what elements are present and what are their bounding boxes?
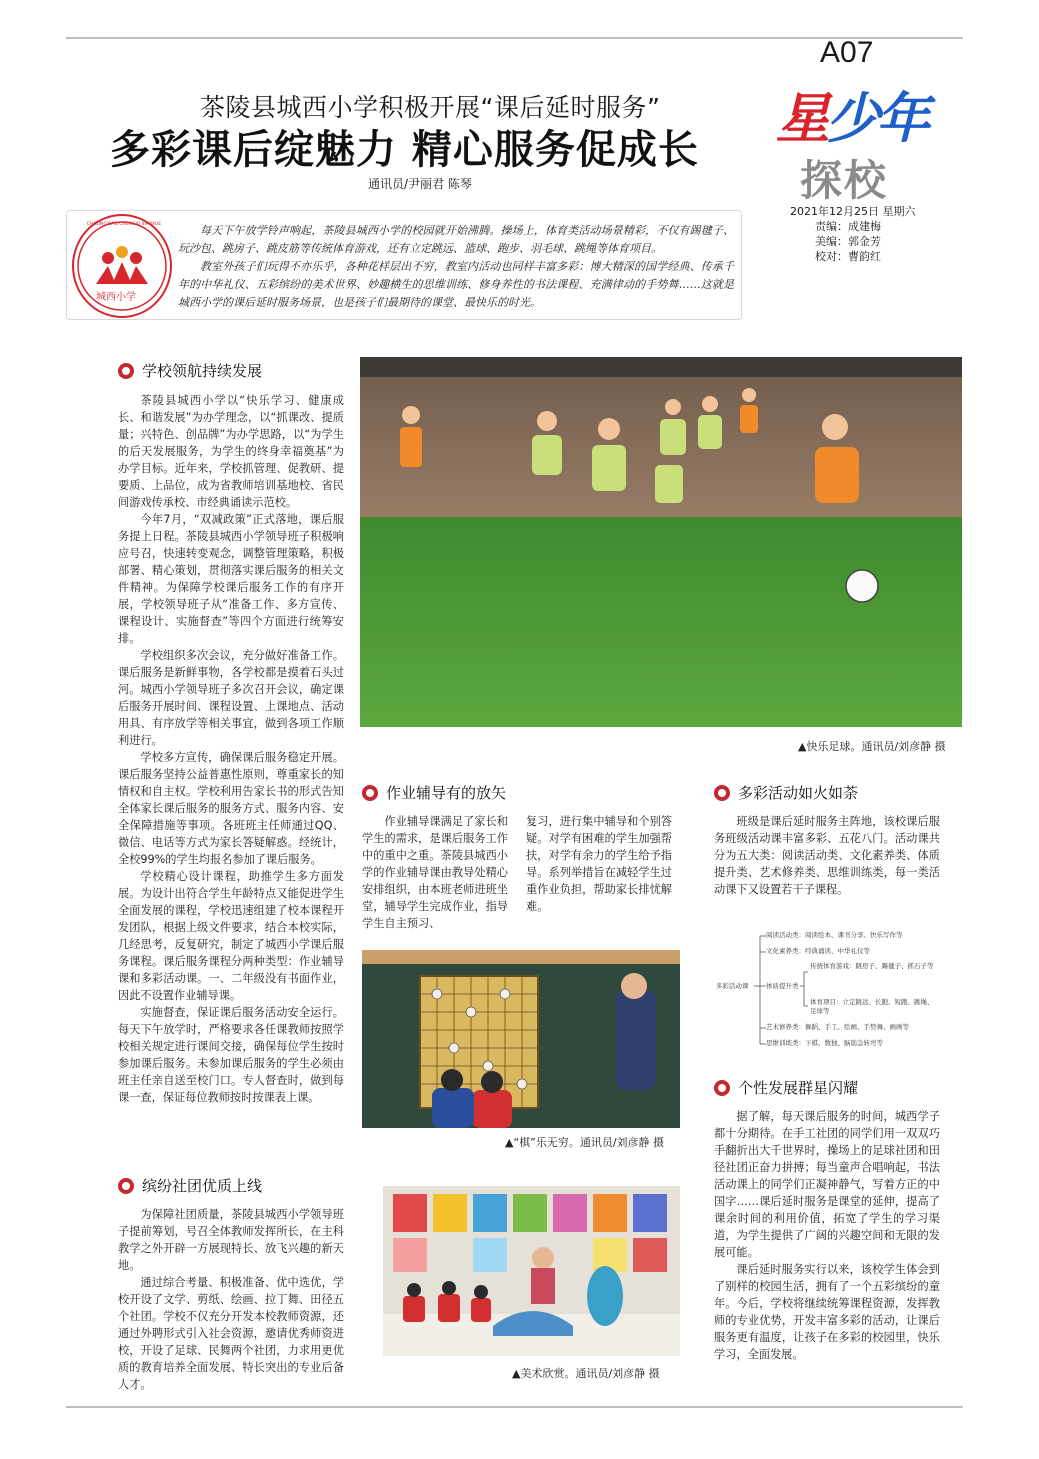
issue-date: 2021年12月25日 星期六 <box>790 205 916 218</box>
section1-body <box>118 392 344 1106</box>
section1-heading <box>118 360 262 381</box>
section4-body <box>714 813 940 898</box>
chess-photo <box>362 950 680 1128</box>
football-photo-image <box>360 357 962 727</box>
section4-paragraph: 班级是课后延时服务主阵地，该校课后服务班级活动课丰富多彩、五花八门。活动课共分为五大类：阅读活动类、文化素养类、体质提升类、艺术修养类、思维训练类，每一类活动课下又设置若干子课程。 <box>714 815 940 896</box>
mindmap-leaf: 传统体育游戏：跳房子、踢毽子、抓石子等 <box>810 962 934 970</box>
section2-title: 缤纷社团优质上线 <box>142 1177 263 1195</box>
designer-credit: 美编：郭金芳 <box>815 235 881 248</box>
section4-heading <box>714 782 858 803</box>
lead-text <box>178 222 734 312</box>
lead-paragraph-1: 每天下午放学铃声响起，茶陵县城西小学的校园就开始沸腾。操场上，体育类活动场景精彩，不仅有踢毽子、玩沙包、跳房子、跳皮筋等传统体育游戏，还有立定跳远、篮球、跑步、羽毛球、跳绳等体育项目。 <box>178 224 734 255</box>
mindmap-branch: 体质提升类 <box>766 982 799 990</box>
page-number: A07 <box>820 36 874 69</box>
section5-body <box>714 1108 940 1363</box>
section2-heading <box>118 1175 262 1196</box>
section3-title: 作业辅导有的放矢 <box>386 784 507 802</box>
brand-logo-part2: 少年 <box>826 87 926 150</box>
chess-photo-image <box>362 950 680 1128</box>
mindmap-root: 多彩活动课 <box>716 982 749 990</box>
section1-paragraph: 实施督查，保证课后服务活动安全运行。每天下午放学时，严格要求各任课教师按照学校相关规定进行课间交接，确保每位学生按时参加课后服务。未参加课后服务的学生必须由班主任亲自送至校门口。专人督查时，做到每课一查，保证每位教师按时按课表上课。 <box>118 1006 344 1104</box>
section5-title: 个性发展群星闪耀 <box>738 1079 859 1097</box>
bottom-rule <box>66 1406 963 1408</box>
section1-paragraph: 今年7月，“双减政策”正式落地，课后服务提上日程。茶陵县城西小学领导班子积极响应号召，快速转变观念，调整管理策略，积极部署、精心策划，贯彻落实课后服务的相关文件精神。为保障学校课后服务工作的有序开展，学校领导班子从“准备工作、多方宣传、课程设计、实施督查”等四个方面进行统筹安排。 <box>118 513 344 645</box>
proofreader-credit: 校对：曹韵红 <box>815 250 881 263</box>
football-photo <box>360 357 962 727</box>
section2-paragraph: 通过综合考量、积极准备、优中选优，学校开设了文学、剪纸、绘画、拉丁舞、田径五个社团。学校不仅充分开发本校教师资源，还通过外聘形式引入社会资源，邀请优秀师资进校，开设了足球、民舞两个社团，力求用更优质的教育培养全面发展、特长突出的专业后备人才。 <box>118 1276 344 1391</box>
chess-caption: ▲“棋”乐无穷。通讯员/刘彦静 摄 <box>505 1136 665 1149</box>
mindmap-branch: 艺术修养类：舞蹈、手工、绘画、手势舞、画画等 <box>766 1023 909 1031</box>
section-bullet-icon <box>362 785 378 801</box>
section-label: 探校 <box>800 156 889 205</box>
section1-paragraph: 茶陵县城西小学以“快乐学习、健康成长、和谐发展”为办学理念，以“抓课改、提质量；兴特色、创品牌”为办学思路，以“为学生的后天发展服务，为学生的终身幸福奠基”为办学目标。近年来，学校抓管理、促教研、提要质、上品位，成为省教师培训基地校、省民间游戏传承校、市经典诵读示范校。 <box>118 394 344 509</box>
section5-paragraph: 课后延时服务实行以来，该校学生体会到了别样的校园生活，拥有了一个五彩缤纷的童年。今后，学校将继续统筹课程资源，发挥教师的专业优势，开发丰富多彩的活动，让课后服务更有温度，让孩子在多彩的校园里，快乐学习，全面发展。 <box>714 1263 940 1361</box>
school-logo <box>72 214 172 318</box>
section1-paragraph: 学校精心设计课程，助推学生多方面发展。为设计出符合学生年龄特点又能促进学生全面发展的课程，学校迅速组建了校本课程开发团队，根据上级文件要求，结合本校实际，几经思考，反复研究，制定了城西小学课后服务课程。课后服务课程分两种类型：作业辅导课和多彩活动课。一、二年级没有书面作业，因此不设置作业辅导课。 <box>118 870 344 1002</box>
section1-title: 学校领航持续发展 <box>142 362 263 380</box>
section-bullet-icon <box>118 363 134 379</box>
brand-logo <box>776 76 926 153</box>
mindmap-leaf: 体育项目：立定跳远、长跑、短跑、跳绳、足球等 <box>810 998 934 1015</box>
mindmap-branch: 文化素养类：经典诵读、中华礼仪等 <box>766 947 870 955</box>
section2-body <box>118 1206 344 1393</box>
section-bullet-icon <box>714 785 730 801</box>
section3-body-col1 <box>362 813 508 932</box>
section3-heading <box>362 782 506 803</box>
section2-paragraph: 为保障社团质量，茶陵县城西小学领导班子提前筹划，号召全体教师发挥所长，在主科教学之外开辟一方展现特长、放飞兴趣的新天地。 <box>118 1208 344 1272</box>
art-photo-image <box>383 1186 680 1356</box>
activity-mindmap <box>714 928 944 1052</box>
article-headline: 多彩课后绽魅力 精心服务促成长 <box>110 127 699 173</box>
section-bullet-icon <box>118 1178 134 1194</box>
brand-logo-part1: 星 <box>776 87 826 150</box>
football-caption: ▲快乐足球。通讯员/刘彦静 摄 <box>798 740 946 753</box>
editor-credit: 责编：成建梅 <box>815 220 881 233</box>
section-bullet-icon <box>714 1080 730 1096</box>
art-photo <box>383 1186 680 1356</box>
section3-paragraph: 作业辅导课满足了家长和学生的需求，是课后服务工作中的重中之重。茶陵县城西小学的作业辅导课由教导处精心安排组织，由本班老师进班坐堂，辅导学生完成作业，指导学生自主预习、 <box>362 815 508 930</box>
section4-title: 多彩活动如火如荼 <box>738 784 859 802</box>
section5-heading <box>714 1077 858 1098</box>
section1-paragraph: 学校多方宣传，确保课后服务稳定开展。课后服务坚持公益普惠性原则，尊重家长的知情权和自主权。学校利用告家长书的形式告知全体家长课后服务的服务方式、服务内容、安全保障措施等事项。各班班主任师通过QQ、微信、电话等方式为家长答疑解惑。经统计，全校99%的学生均报名参加了课后服务。 <box>118 751 344 866</box>
school-logo-name: 城西小学 <box>96 292 136 303</box>
lead-paragraph-2: 教室外孩子们玩得不亦乐乎，各种花样层出不穷，教室内活动也同样丰富多彩：博大精深的国学经典、传承千年的中华礼仪、五彩缤纷的美术世界、妙趣横生的思维训练、修身养性的书法课程、充满律动的手势舞……这就是城西小学的课后延时服务场景，也是孩子们最期待的课堂、最快乐的时光。 <box>178 260 734 309</box>
art-caption: ▲美术欣赏。通讯员/刘彦静 摄 <box>512 1367 660 1380</box>
section5-paragraph: 据了解，每天课后服务的时间，城西学子都十分期待。在手工社团的同学们用一双双巧手翻折出大千世界时，操场上的足球社团和田径社团正奋力拼搏；每当童声合唱响起，书法活动课上的同学们正凝神静气，写着方正的中国字……课后延时服务是课堂的延伸，提高了课余时间的利用价值，拓宽了学生的学习渠道，为学生提供了广阔的兴趣空间和无限的发展可能。 <box>714 1110 940 1259</box>
section1-paragraph: 学校组织多次会议，充分做好准备工作。课后服务是新鲜事物，各学校都是摸着石头过河。城西小学领导班子多次召开会议，确定课后服务开展时间、课程设置、上课地点、活动用具、有序放学等相关事宜，做到各项工作顺利进行。 <box>118 649 344 747</box>
article-kicker: 茶陵县城西小学积极开展“课后延时服务” <box>200 93 661 122</box>
article-byline: 通讯员/尹丽君 陈琴 <box>368 177 472 191</box>
school-logo-ring-text: CHALINGXIAN CHENGXI XIAOXUE <box>86 222 162 227</box>
mindmap-branch: 阅读活动类：阅读绘本、课书分享、快乐写作等 <box>766 931 903 939</box>
section3-paragraph-continued: 复习，进行集中辅导和个别答疑。对学有困难的学生加强帮扶，对学有余力的学生给予指导。系列举措旨在减轻学生过重作业负担，帮助家长排忧解难。 <box>526 815 672 913</box>
section3-body-col2 <box>526 813 672 915</box>
mindmap-branch: 思维训练类：下棋、数独、脑筋急转弯等 <box>766 1039 883 1047</box>
